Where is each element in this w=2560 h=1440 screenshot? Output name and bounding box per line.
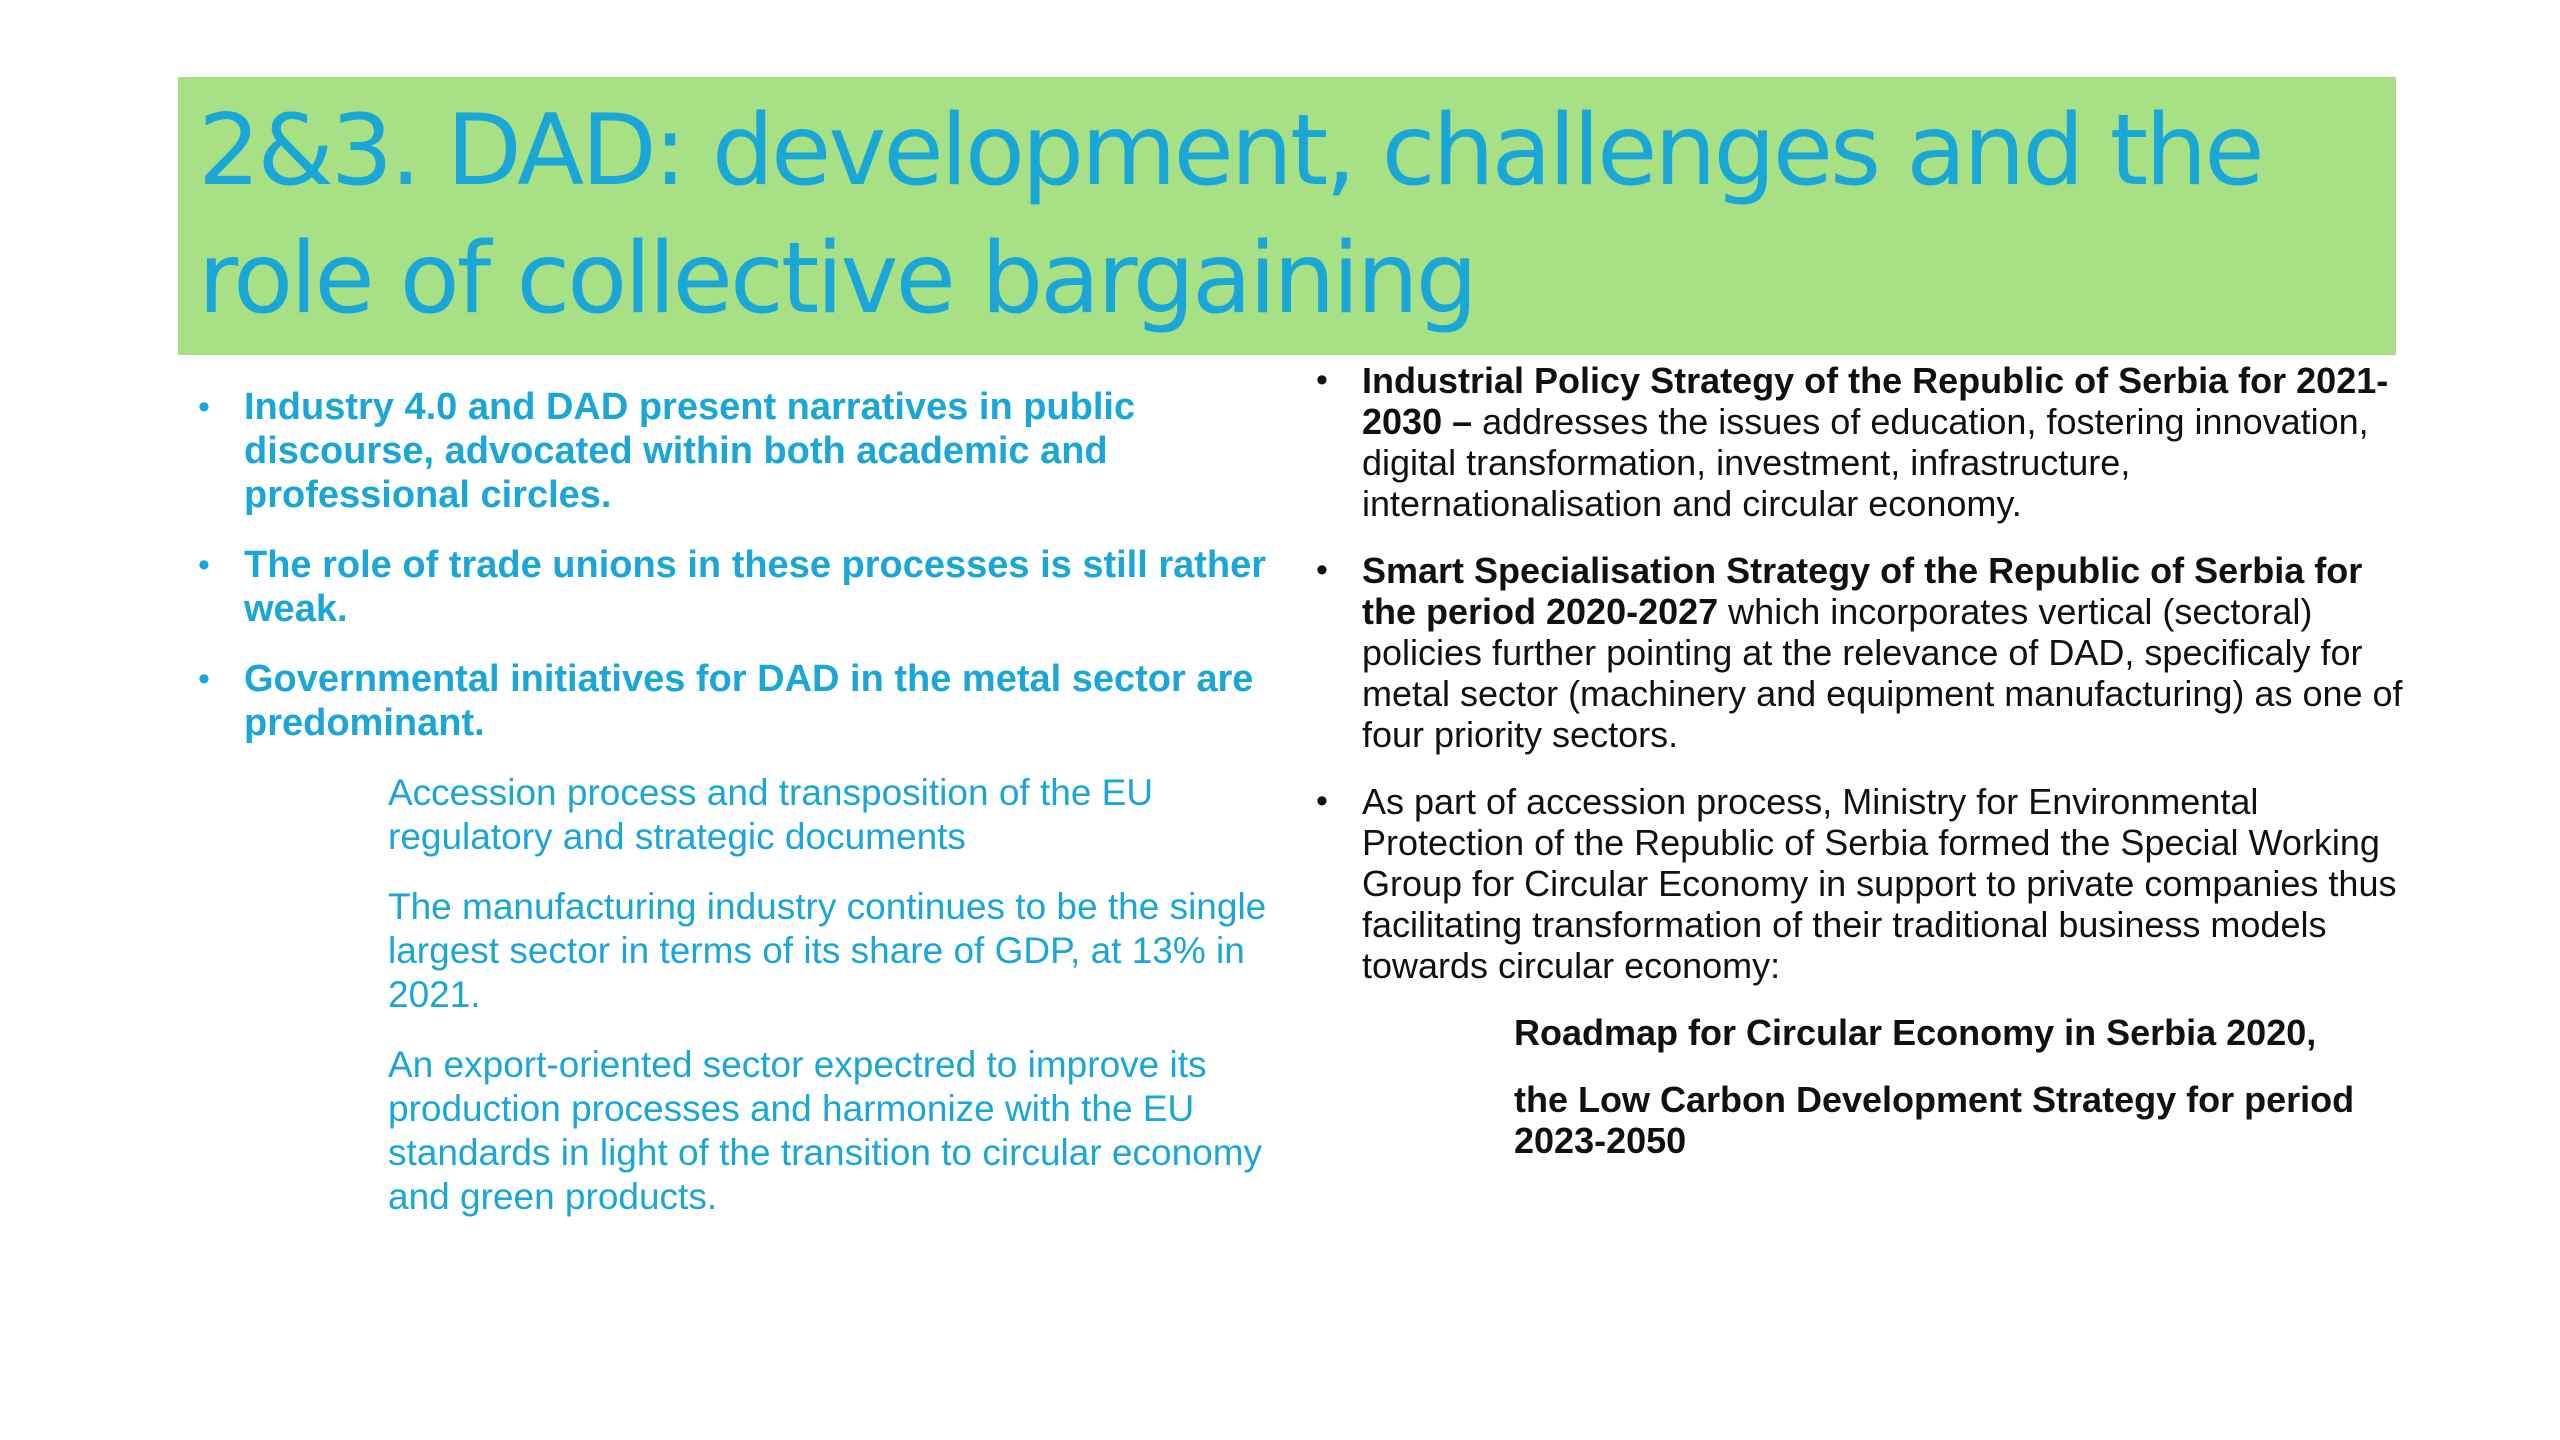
sub-paragraph: The manufacturing industry continues to be the single largest sector in terms of its share of GDP, at 13% in 2021. [388, 886, 1267, 1015]
left-bullet-text: Governmental initiatives for DAD in the metal sector are predominant. [244, 658, 1254, 744]
right-bullet-text: As part of accession process, Ministry for Environmental Protection of the Republic of Serbia formed the Special Working Group for Circular Economy in support to private companies thus facilitating transformation of their traditional business models towards circular economy: [1362, 781, 2397, 986]
right-bullet-bold-text: Smart Specialisation Strategy of the Republic of Serbia for the period 2020-2027 [1362, 550, 2363, 632]
right-bullet-text: which incorporates vertical (sectoral) policies further pointing at the relevance of DAD, specificaly for metal sector (machinery and equipment manufacturing) as one of four priority sectors. [1362, 591, 2403, 755]
strategy-documents-list [1514, 1012, 2410, 1161]
right-bullet-text: addresses the issues of education, fostering innovation, digital transformation, investment, infrastructure, internationalisation and circular economy. [1362, 401, 2369, 524]
slide-title-line-2: role of collective bargaining [198, 222, 1475, 336]
sub-paragraph: An export-oriented sector expectred to improve its production processes and harmonize with the EU standards in light of the transition to circular economy and green products. [388, 1044, 1263, 1217]
bullet-icon: • [1316, 782, 1328, 820]
left-column [192, 385, 1272, 1245]
strategy-document: the Low Carbon Development Strategy for period 2023-2050 [1514, 1079, 2355, 1161]
left-sub-paragraphs [388, 771, 1272, 1219]
title-band [178, 77, 2396, 355]
right-bullet-item [1310, 360, 2410, 524]
bullet-icon: • [1316, 361, 1328, 399]
strategy-document: Roadmap for Circular Economy in Serbia 2020, [1514, 1012, 2317, 1053]
left-bullet-item [192, 385, 1272, 517]
right-column [1310, 360, 2410, 1187]
slide-title [198, 87, 2376, 343]
sub-paragraph: Accession process and transposition of the EU regulatory and strategic documents [388, 772, 1154, 857]
right-bullet-list [1310, 360, 2410, 986]
bullet-icon: • [1316, 551, 1328, 589]
bullet-icon: • [198, 388, 210, 426]
left-bullet-list [192, 385, 1272, 745]
bullet-icon: • [198, 660, 210, 698]
right-bullet-bold-text: Industrial Policy Strategy of the Republic of Serbia for 2021-2030 – [1362, 360, 2389, 442]
right-bullet-item [1310, 550, 2410, 755]
bullet-icon: • [198, 546, 210, 584]
left-bullet-item [192, 657, 1272, 745]
slide-title-line-1: 2&3. DAD: development, challenges and the [198, 94, 2262, 208]
right-bullet-item [1310, 781, 2410, 986]
left-bullet-item [192, 543, 1272, 631]
left-bullet-text: The role of trade unions in these processes is still rather weak. [244, 544, 1267, 630]
left-bullet-text: Industry 4.0 and DAD present narratives in public discourse, advocated within both academic and professional circles. [244, 386, 1136, 516]
